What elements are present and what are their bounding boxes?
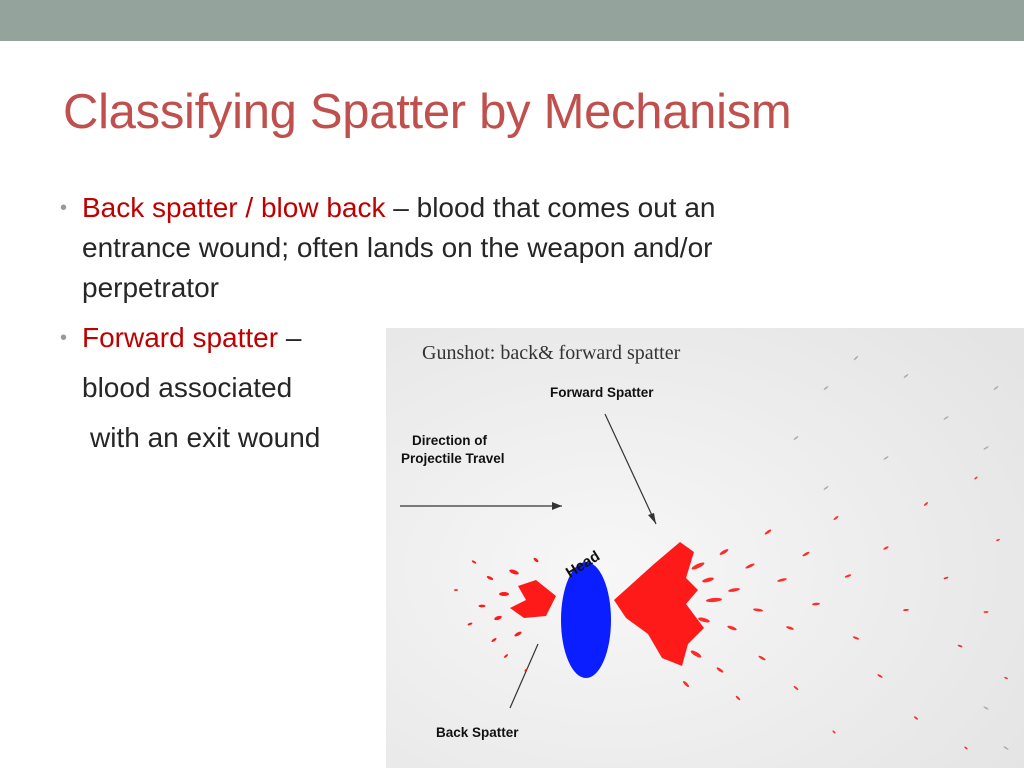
bullet-dot-icon: • — [60, 197, 68, 219]
slide-title: Classifying Spatter by Mechanism — [63, 85, 792, 139]
back-spatter-label: Back Spatter — [436, 725, 519, 740]
forward-spatter-label: Forward Spatter — [550, 385, 654, 400]
diagram-background — [386, 328, 1024, 768]
direction-label-line1: Direction of — [412, 433, 488, 448]
bullet-text-line: perpetrator — [82, 272, 219, 303]
bullet-back-spatter — [60, 188, 880, 308]
bullet-text-line: with an exit wound — [90, 422, 321, 453]
bullet-text-line: entrance wound; often lands on the weapon and/or — [82, 232, 713, 263]
top-accent-bar — [0, 0, 1024, 41]
bullet-text-line: blood that comes out an — [416, 192, 716, 223]
diagram-title: Gunshot: back& forward spatter — [422, 342, 681, 364]
direction-label-line2: Projectile Travel — [401, 451, 505, 466]
spatter-diagram-graphic — [386, 328, 1024, 768]
head-shape — [561, 562, 611, 678]
bullet-text-line: blood associated — [82, 372, 293, 403]
spatter-diagram — [386, 328, 1024, 768]
bullet-dash: – — [385, 192, 417, 223]
bullet-dot-icon: • — [60, 327, 68, 349]
bullet-term: Forward spatter — [82, 322, 279, 353]
bullet-term: Back spatter / blow back — [82, 192, 386, 223]
head-label: Head — [562, 547, 603, 582]
bullet-dash: – — [278, 322, 302, 353]
